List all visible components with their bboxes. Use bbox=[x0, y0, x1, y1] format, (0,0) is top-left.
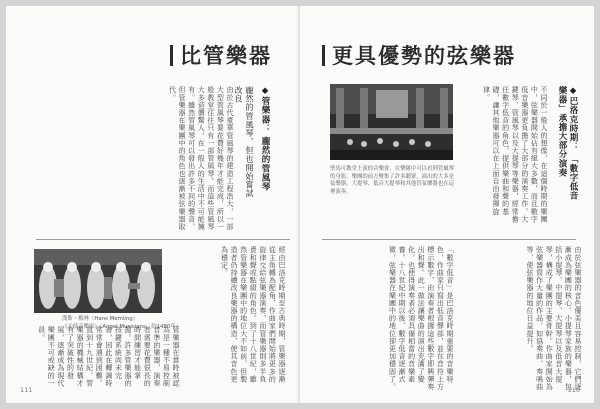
left-page bbox=[6, 6, 300, 403]
left-page-title: 比管樂器 bbox=[170, 40, 272, 70]
angel-musicians-painting bbox=[34, 249, 162, 313]
right-divider bbox=[322, 239, 576, 240]
right-photo-caption: 聖馬可教堂上演的音樂會，在樂隊中可以看到管風琴的身影，樂團的前方聚集了許多聽眾，演出的大多是弦樂器，大提琴、低音大提琴和其他管弦樂器也在這裡演奏。 bbox=[330, 166, 454, 195]
left-section-heading: ◆管樂器： 龐然的管風琴 bbox=[260, 86, 270, 192]
right-section-heading: ◆巴洛克時期： 「數字低音樂器」承擔大部分演奏 bbox=[557, 86, 578, 201]
left-body-lower: 管樂器在當時被認為是一種不易控制音準的樂器，演奏者需要花費很長的時間練習才能掌握。許多管樂器的按鍵系統尚未完善，因此在轉調時常常會遇到困難。直到十九世紀，管樂器的機械結構才有了突破性的發展，逐漸成為現代樂團不可或缺的一員。 bbox=[37, 326, 180, 387]
left-divider bbox=[36, 239, 290, 240]
caption-title: 《天使音樂家》（Angel Musicians，約1480年） bbox=[62, 323, 182, 330]
right-page-number: 110 bbox=[567, 386, 580, 394]
right-body-middle: 由於弦樂器的音色優美且容易控制，它們逐漸成為樂團的核心。小提琴家族的樂器，包括小提琴、中提琴、大提琴以及低音大提琴，構成了樂團的主要骨幹。作曲家開始為弦樂器寫作大量的作品，如協奏曲、奏鳴曲等，使弦樂器的地位日益提升。 bbox=[526, 246, 582, 391]
left-page-number: 111 bbox=[20, 386, 33, 394]
right-body-upper: 不同於一般人的想像，在這個時期的樂團中，弦樂器開始佔有絕大多數，而且數字低音樂器更負擔了大部分的演奏工作。大鍵琴、管風琴以及大提琴等樂器，經常擔任數字低音的角色，提供樂曲和聲的基礎，讓其他樂器可以在上面自由發揮旋律。 bbox=[482, 86, 548, 223]
left-body-upper: 由於古代豪華管風琴的建造工程浩大，一部大型管風琴要花費好幾年才能完成，所以一般教堂往往只有一部管風琴。而這些管風琴大多造價驚人，在一般人的生活中不可能擁有。雖然管風琴可以發出許多不同的聲音，但管樂器在樂團中的角色也逐漸被弦樂器取代。 bbox=[168, 86, 234, 231]
right-body-lower: 「數字低音」是巴洛克時期重要的音樂特色，作曲家只寫出低音聲部，並在音符上方標示數字，由演奏者根據這些數字即興彈奏出和聲。此一做法讓樂曲的演出充滿了變化，也使得演奏者必須具備相當的音樂素養。十八世紀中期以後，數字低音逐漸式微，弦樂器在樂團中的地位卻更加穩固了。 bbox=[388, 246, 454, 391]
right-page bbox=[300, 6, 594, 403]
caption-artist: 漢斯・梅林（Hans Memling） bbox=[62, 316, 139, 322]
right-page-title: 更具優勢的弦樂器 bbox=[322, 40, 516, 70]
left-body-middle: 經由巴洛克時期至古典時期，管樂器逐漸從主角轉為配角，作曲家們開始將更多的旋律交給弦樂器演奏，而管樂器則多半負責和聲或點綴的角色。到了十八世紀，雖然管樂器在樂團中的地位大不如前，但製造者仍持續改良樂器的構造，使其音色更為穩定。 bbox=[220, 246, 286, 383]
concert-photo bbox=[330, 84, 453, 160]
left-section-subheading: 龐然的管風琴，但也開始嘗試改良 bbox=[234, 86, 254, 198]
